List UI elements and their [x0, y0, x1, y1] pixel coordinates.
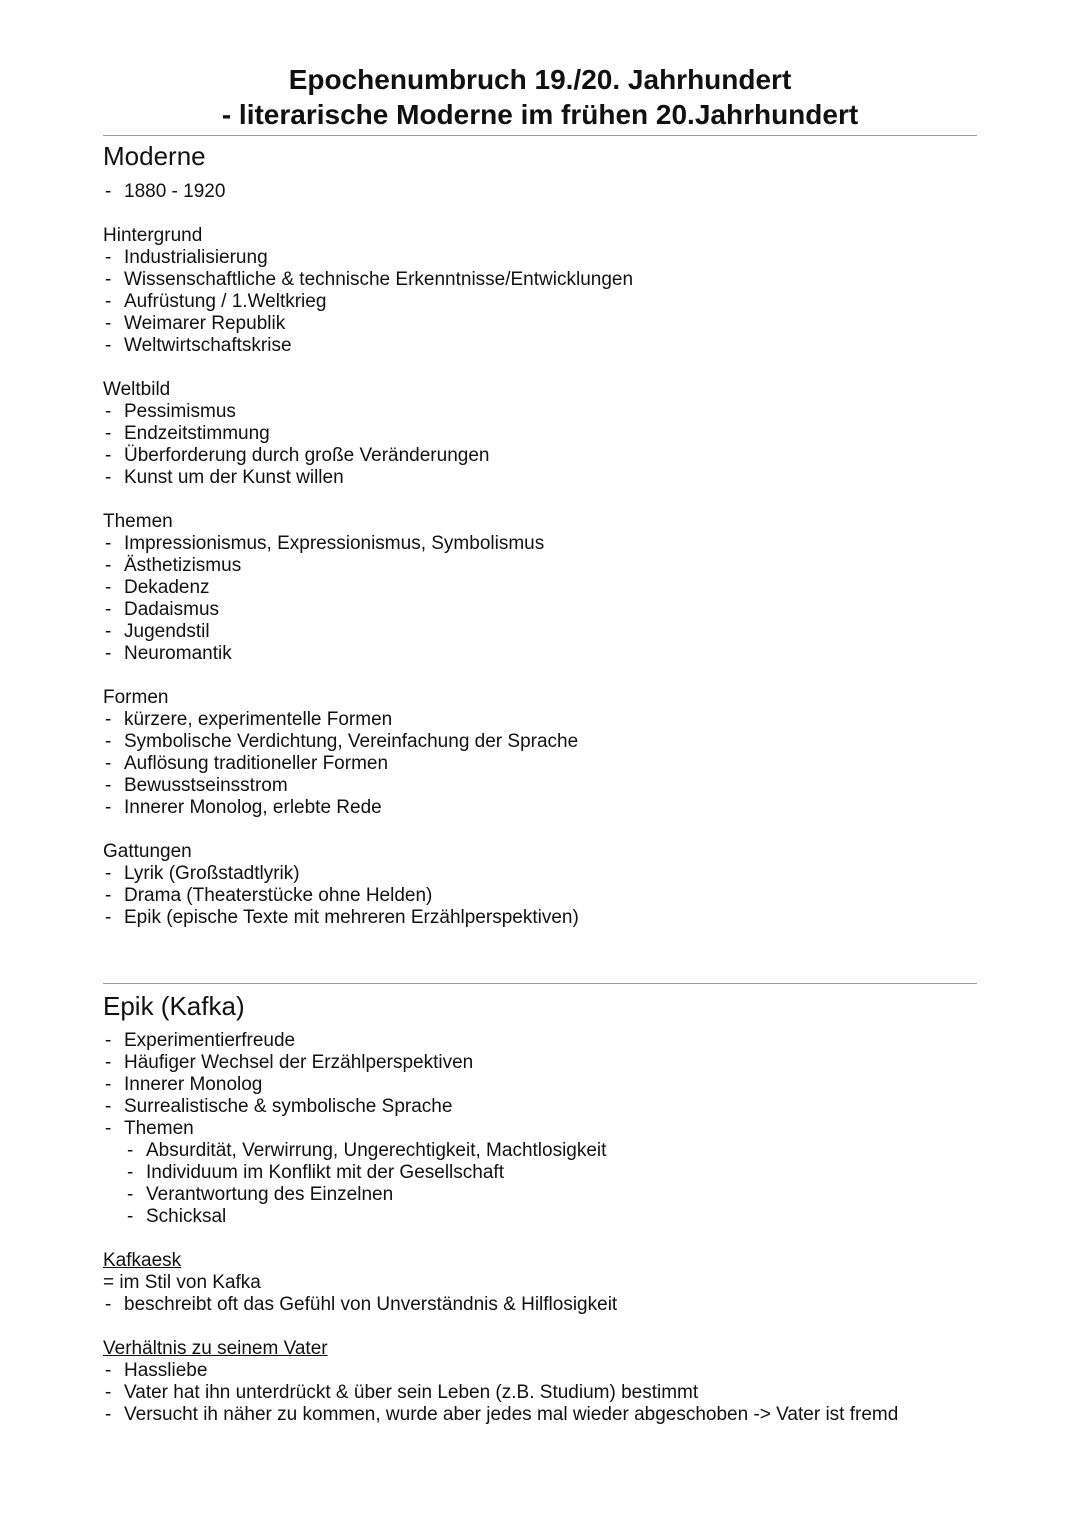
list-item: - Innerer Monolog	[103, 1074, 977, 1096]
list-item: - kürzere, experimentelle Formen	[103, 709, 977, 731]
list-item: - Impressionismus, Expressionismus, Symbolismus	[103, 533, 977, 555]
gattungen-label: Gattungen	[103, 841, 192, 862]
themen-list	[103, 533, 977, 665]
list-item: - Neuromantik	[103, 643, 977, 665]
list-item: - Auflösung traditioneller Formen	[103, 753, 977, 775]
hintergrund-list	[103, 247, 977, 357]
list-item: - Kunst um der Kunst willen	[103, 467, 977, 489]
hintergrund-block	[103, 225, 977, 357]
list-item: - Endzeitstimmung	[103, 423, 977, 445]
list-item: - Weimarer Republik	[103, 313, 977, 335]
list-item: - Ästhetizismus	[103, 555, 977, 577]
list-item: - Innerer Monolog, erlebte Rede	[103, 797, 977, 819]
title-line-2: - literarische Moderne im frühen 20.Jahrhundert	[221, 99, 859, 130]
vater-block	[103, 1338, 977, 1426]
title-line-1: Epochenumbruch 19./20. Jahrhundert	[288, 64, 792, 95]
list-item: - Industrialisierung	[103, 247, 977, 269]
document-page	[103, 62, 977, 1426]
list-item: - Wissenschaftliche & technische Erkenntnisse/Entwicklungen	[103, 269, 977, 291]
hintergrund-label: Hintergrund	[103, 225, 203, 246]
themen-block	[103, 511, 977, 665]
list-item: - Pessimismus	[103, 401, 977, 423]
list-item: - Versucht ih näher zu kommen, wurde aber jedes mal wieder abgeschoben -> Vater ist fremd	[103, 1404, 977, 1426]
list-item: - Absurdität, Verwirrung, Ungerechtigkeit, Machtlosigkeit	[125, 1140, 977, 1162]
section-moderne	[103, 140, 977, 929]
vater-label: Verhältnis zu seinem Vater	[103, 1338, 328, 1359]
list-item: - Vater hat ihn unterdrückt & über sein Leben (z.B. Studium) bestimmt	[103, 1382, 977, 1404]
list-item: - Epik (epische Texte mit mehreren Erzählperspektiven)	[103, 907, 977, 929]
list-item: - Jugendstil	[103, 621, 977, 643]
document-title	[103, 62, 977, 132]
list-item: - Dekadenz	[103, 577, 977, 599]
list-item: - Themen	[103, 1118, 977, 1140]
kafkaesk-block	[103, 1250, 977, 1316]
kafkaesk-definition: = im Stil von Kafka	[103, 1272, 261, 1293]
epik-themen-sublist	[103, 1140, 977, 1228]
list-item: - Verantwortung des Einzelnen	[125, 1184, 977, 1206]
themen-label: Themen	[103, 511, 173, 532]
kafkaesk-list	[103, 1294, 977, 1316]
section-epik	[103, 983, 977, 1426]
list-item: - Lyrik (Großstadtlyrik)	[103, 863, 977, 885]
list-item: - Experimentierfreude	[103, 1030, 977, 1052]
list-item: - Surrealistische & symbolische Sprache	[103, 1096, 977, 1118]
gattungen-block	[103, 841, 977, 929]
section-divider	[103, 983, 977, 984]
list-item: - Dadaismus	[103, 599, 977, 621]
formen-label: Formen	[103, 687, 169, 708]
list-item: - Häufiger Wechsel der Erzählperspektiven	[103, 1052, 977, 1074]
moderne-period-list	[103, 181, 977, 203]
list-item: - beschreibt oft das Gefühl von Unverständnis & Hilflosigkeit	[103, 1294, 977, 1316]
list-item: - Aufrüstung / 1.Weltkrieg	[103, 291, 977, 313]
list-item: - Drama (Theaterstücke ohne Helden)	[103, 885, 977, 907]
weltbild-block	[103, 379, 977, 489]
gattungen-list	[103, 863, 977, 929]
epik-heading: Epik (Kafka)	[103, 991, 245, 1021]
list-item: - Schicksal	[125, 1206, 977, 1228]
weltbild-list	[103, 401, 977, 489]
moderne-period: - 1880 - 1920	[103, 181, 977, 203]
list-item: - Individuum im Konflikt mit der Gesellschaft	[125, 1162, 977, 1184]
vater-list	[103, 1360, 977, 1426]
list-item: - Symbolische Verdichtung, Vereinfachung der Sprache	[103, 731, 977, 753]
formen-list	[103, 709, 977, 819]
epik-list	[103, 1030, 977, 1140]
kafkaesk-label: Kafkaesk	[103, 1250, 182, 1271]
list-item: - Weltwirtschaftskrise	[103, 335, 977, 357]
weltbild-label: Weltbild	[103, 379, 171, 400]
list-item: - Hassliebe	[103, 1360, 977, 1382]
formen-block	[103, 687, 977, 819]
list-item: - Überforderung durch große Veränderungen	[103, 445, 977, 467]
moderne-heading: Moderne	[103, 141, 206, 171]
list-item: - Bewusstseinsstrom	[103, 775, 977, 797]
title-divider	[103, 135, 977, 136]
